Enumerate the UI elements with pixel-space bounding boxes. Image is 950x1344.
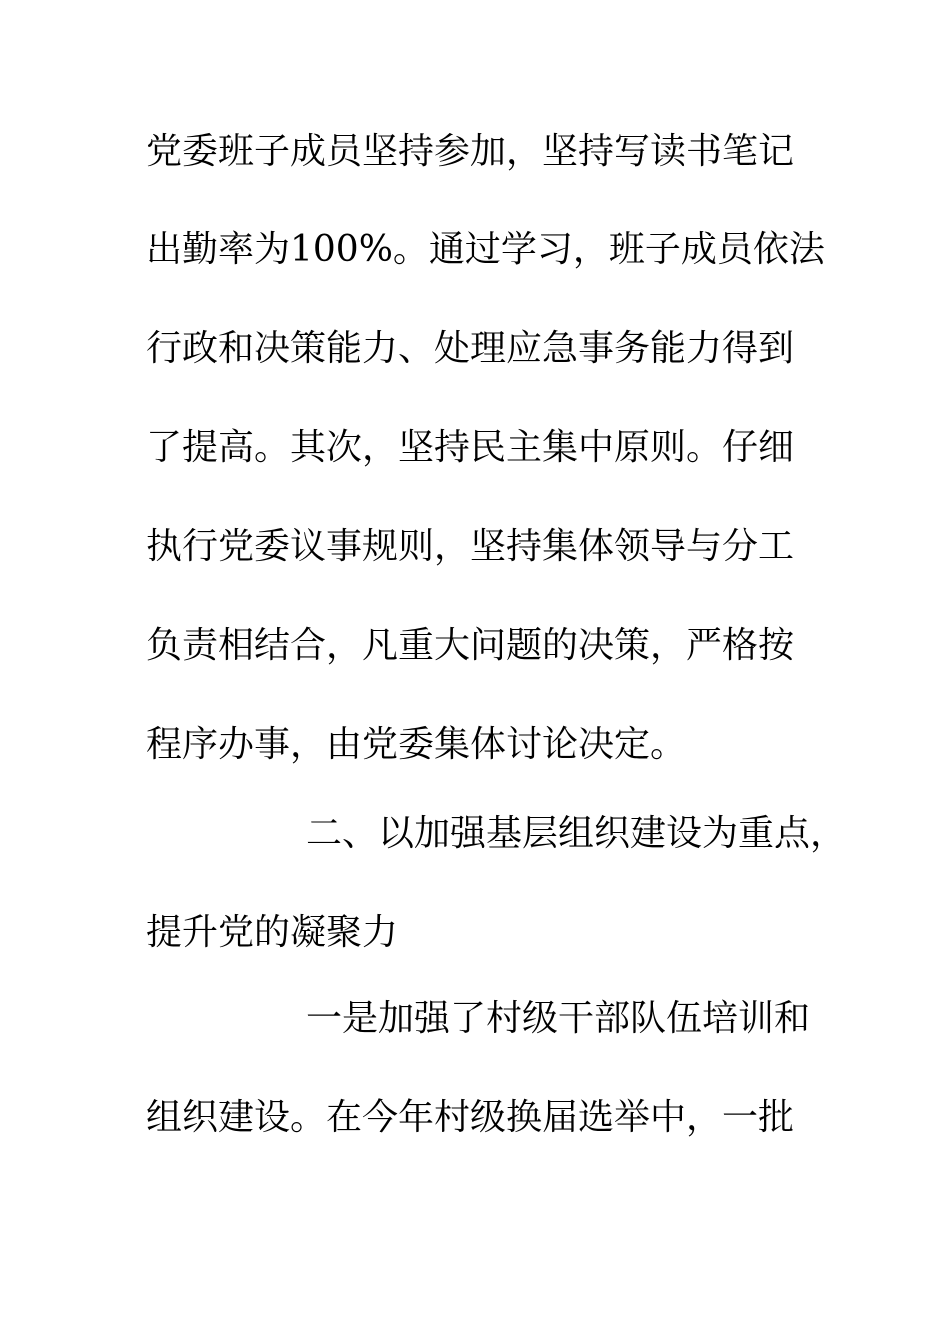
body-text-line: 负责相结合，凡重大问题的决策，严格按 xyxy=(146,625,795,666)
body-text-line: 执行党委议事规则，坚持集体领导与分工 xyxy=(146,526,795,567)
body-text-line: 程序办事，由党委集体讨论决定。 xyxy=(146,724,687,765)
body-text-line: 行政和决策能力、处理应急事务能力得到 xyxy=(146,328,795,369)
body-text-line: 党委班子成员坚持参加，坚持写读书笔记 xyxy=(146,131,795,172)
body-text-line: 了提高。其次，坚持民主集中原则。仔细 xyxy=(146,427,795,468)
body-text-line: 组织建设。在今年村级换届选举中，一批 xyxy=(146,1097,795,1138)
section-heading-continued: 提升党的凝聚力 xyxy=(146,912,399,953)
body-text-line: 出勤率为100%。通过学习，班子成员依法 xyxy=(146,229,825,270)
body-text-line: 一是加强了村级干部队伍培训和 xyxy=(306,998,811,1039)
section-heading: 二、以加强基层组织建设为重点， xyxy=(306,813,847,854)
